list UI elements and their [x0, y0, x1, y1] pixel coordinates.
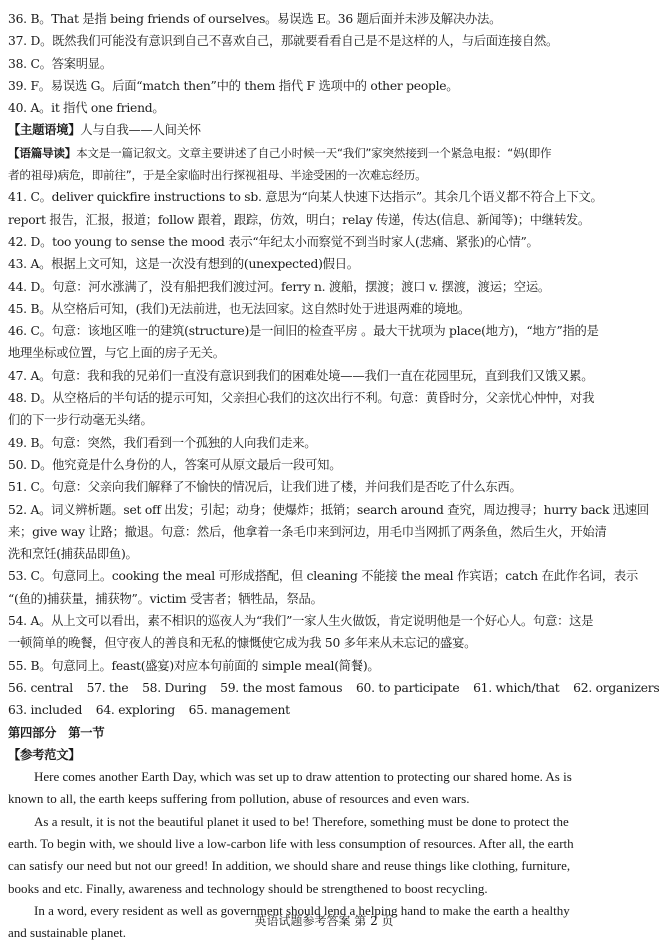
answer-line: 36. B。That 是指 being friends of ourselves。易误选 E。36 题后面并未涉及解决办法。	[8, 12, 502, 26]
answer-line: 47. A。句意：我和我的兄弟们一直没有意识到我们的困难处境——我们一直在花园里玩，直到我们又饿又累。	[8, 368, 594, 383]
fill-answer: 59. the most famous	[220, 680, 343, 695]
fill-answer: 58. During	[142, 680, 207, 695]
guide-text: 本文是一篇记叙文。文章主要讲述了自己小时候一天“我们”家突然接到一个紧急电报：“妈(即作	[76, 145, 552, 160]
fill-answer: 57. the	[86, 680, 129, 695]
page-content	[8, 8, 660, 944]
part-heading: 第四部分 第一节	[8, 724, 105, 740]
fill-answer: 62. organizers	[573, 680, 660, 695]
answer-line-cont: 来；give way 让路；撤退。句意：然后，他拿着一条毛巾来到河边，用毛巾当网抓了两条鱼，然后生火，开始清	[8, 524, 607, 539]
theme-label: 【主题语境】	[8, 122, 81, 138]
answer-line: 53. C。句意同上。cooking the meal 可形成搭配，但 cleaning 不能接 the meal 作宾语；catch 在此作名词，表示	[8, 569, 638, 584]
essay-line: In a word, every resident as well as government should lend a helping hand to make the earth a healthy	[34, 902, 570, 918]
theme-text: 人与自我——人间关怀	[80, 123, 201, 138]
answer-line: 40. A。it 指代 one friend。	[8, 101, 165, 116]
answer-line-cont: 一顿简单的晚餐，但守夜人的善良和无私的慷慨使它成为我 50 多年来从未忘记的盛宴。	[8, 636, 477, 651]
fill-answer: 63. included	[8, 703, 83, 718]
answer-line-cont: “(鱼的)捕获量，捕获物”。victim 受害者；牺牲品，祭品。	[8, 591, 323, 606]
essay-line: Here comes another Earth Day, which was set up to draw attention to protecting our shared home. As is	[34, 769, 572, 785]
guide-label: 【语篇导读】	[8, 145, 77, 160]
answer-line: 50. D。他究竟是什么身份的人，答案可从原文最后一段可知。	[8, 457, 342, 472]
fill-answer: 56. central	[8, 680, 73, 695]
answer-line-cont: 们的下一步行动毫无头绪。	[8, 413, 153, 428]
answer-line: 37. D。既然我们可能没有意识到自己不喜欢自己，那就要看看自己是不是这样的人，与后面连接自然。	[8, 34, 559, 49]
page-footer: 英语试题参考答案 第 2 页	[254, 914, 394, 928]
theme-context	[8, 119, 638, 141]
answer-line: 54. A。从上文可以看出，素不相识的巡夜人为“我们”一家人生火做饭，肯定说明他是一个好心人。句意：这是	[8, 614, 594, 629]
answer-line: 43. A。根据上文可知，这是一次没有想到的(unexpected)假日。	[8, 257, 359, 272]
answer-line-cont: report 报告，汇报，报道；follow 跟着，跟踪，仿效，明白；relay 传递，传达(信息、新闻等)；中继转发。	[8, 212, 590, 227]
answer-line: 44. D。句意：河水涨满了，没有船把我们渡过河。ferry n. 渡船，摆渡；渡口 v. 摆渡，渡运；空运。	[8, 279, 550, 294]
fill-answer: 64. exploring	[95, 703, 175, 718]
fill-in-answers	[8, 677, 660, 699]
fill-answer: 65. management	[188, 703, 290, 718]
fill-in-answers	[8, 699, 638, 721]
passage-guide	[8, 142, 638, 164]
sample-essay-label: 【参考范文】	[8, 746, 81, 762]
essay-line: books and etc. Finally, awareness and technology should be strengthened to boost recycling.	[8, 880, 488, 896]
essay-line: As a result, it is not the beautiful planet it used to be! Therefore, something must be done to protect the	[34, 813, 569, 829]
answer-line: 51. C。句意：父亲向我们解释了不愉快的情况后，让我们进了楼，并问我们是否吃了什么东西。	[8, 480, 522, 495]
answer-line-cont: 地理坐标或位置，与它上面的房子无关。	[8, 346, 225, 361]
answer-line: 48. D。从空格后的半句话的提示可知，父亲担心我们的这次出行不利。句意：黄昏时分，父亲忧心忡忡，对我	[8, 391, 595, 406]
fill-answer: 61. which/that	[473, 680, 560, 695]
fill-answer: 60. to participate	[355, 680, 460, 695]
essay-line: earth. To begin with, we should live a low-carbon life with less consumption of resources. After all, the earth	[8, 835, 574, 851]
essay-line: known to all, the earth keeps suffering from pollution, abuse of resources and even wars.	[8, 791, 470, 807]
essay-line: can satisfy our need but not our greed! In addition, we should share and reuse things like clothing, furniture,	[8, 858, 571, 874]
answer-line: 52. A。词义辨析题。set off 出发；引起；动身；使爆炸；抵销；search around 查究，周边搜寻；hurry back 迅速回	[8, 502, 649, 517]
answer-line: 46. C。句意：该地区唯一的建筑(structure)是一间旧的检查平房 。最大干扰项为 place(地方)，“地方”指的是	[8, 324, 599, 339]
answer-line: 41. C。deliver quickfire instructions to sb. 意思为“向某人快速下达指示”。其余几个语义都不符合上下文。	[8, 190, 603, 205]
passage-guide-cont: 者的祖母)病危，即前往”，于是全家临时出行探视祖母、半途受困的一次难忘经历。	[8, 168, 427, 183]
answer-line: 39. F。易误选 G。后面“match then”中的 them 指代 F 选项中的 other people。	[8, 78, 459, 93]
essay-line: and sustainable planet.	[8, 925, 127, 941]
answer-line-cont: 洗和烹饪(捕获品即鱼)。	[8, 547, 138, 562]
answer-line: 42. D。too young to sense the mood 表示“年纪太小而察觉不到当时家人(悲痛、紧张)的心情”。	[8, 234, 539, 249]
answer-line: 49. B。句意：突然，我们看到一个孤独的人向我们走来。	[8, 435, 317, 450]
answer-line: 55. B。句意同上。feast(盛宴)对应本句前面的 simple meal(简餐)。	[8, 658, 380, 673]
answer-line: 45. B。从空格后可知，(我们)无法前进，也无法回家。这自然时处于进退两难的境地。	[8, 301, 470, 316]
answer-line: 38. C。答案明显。	[8, 56, 112, 71]
